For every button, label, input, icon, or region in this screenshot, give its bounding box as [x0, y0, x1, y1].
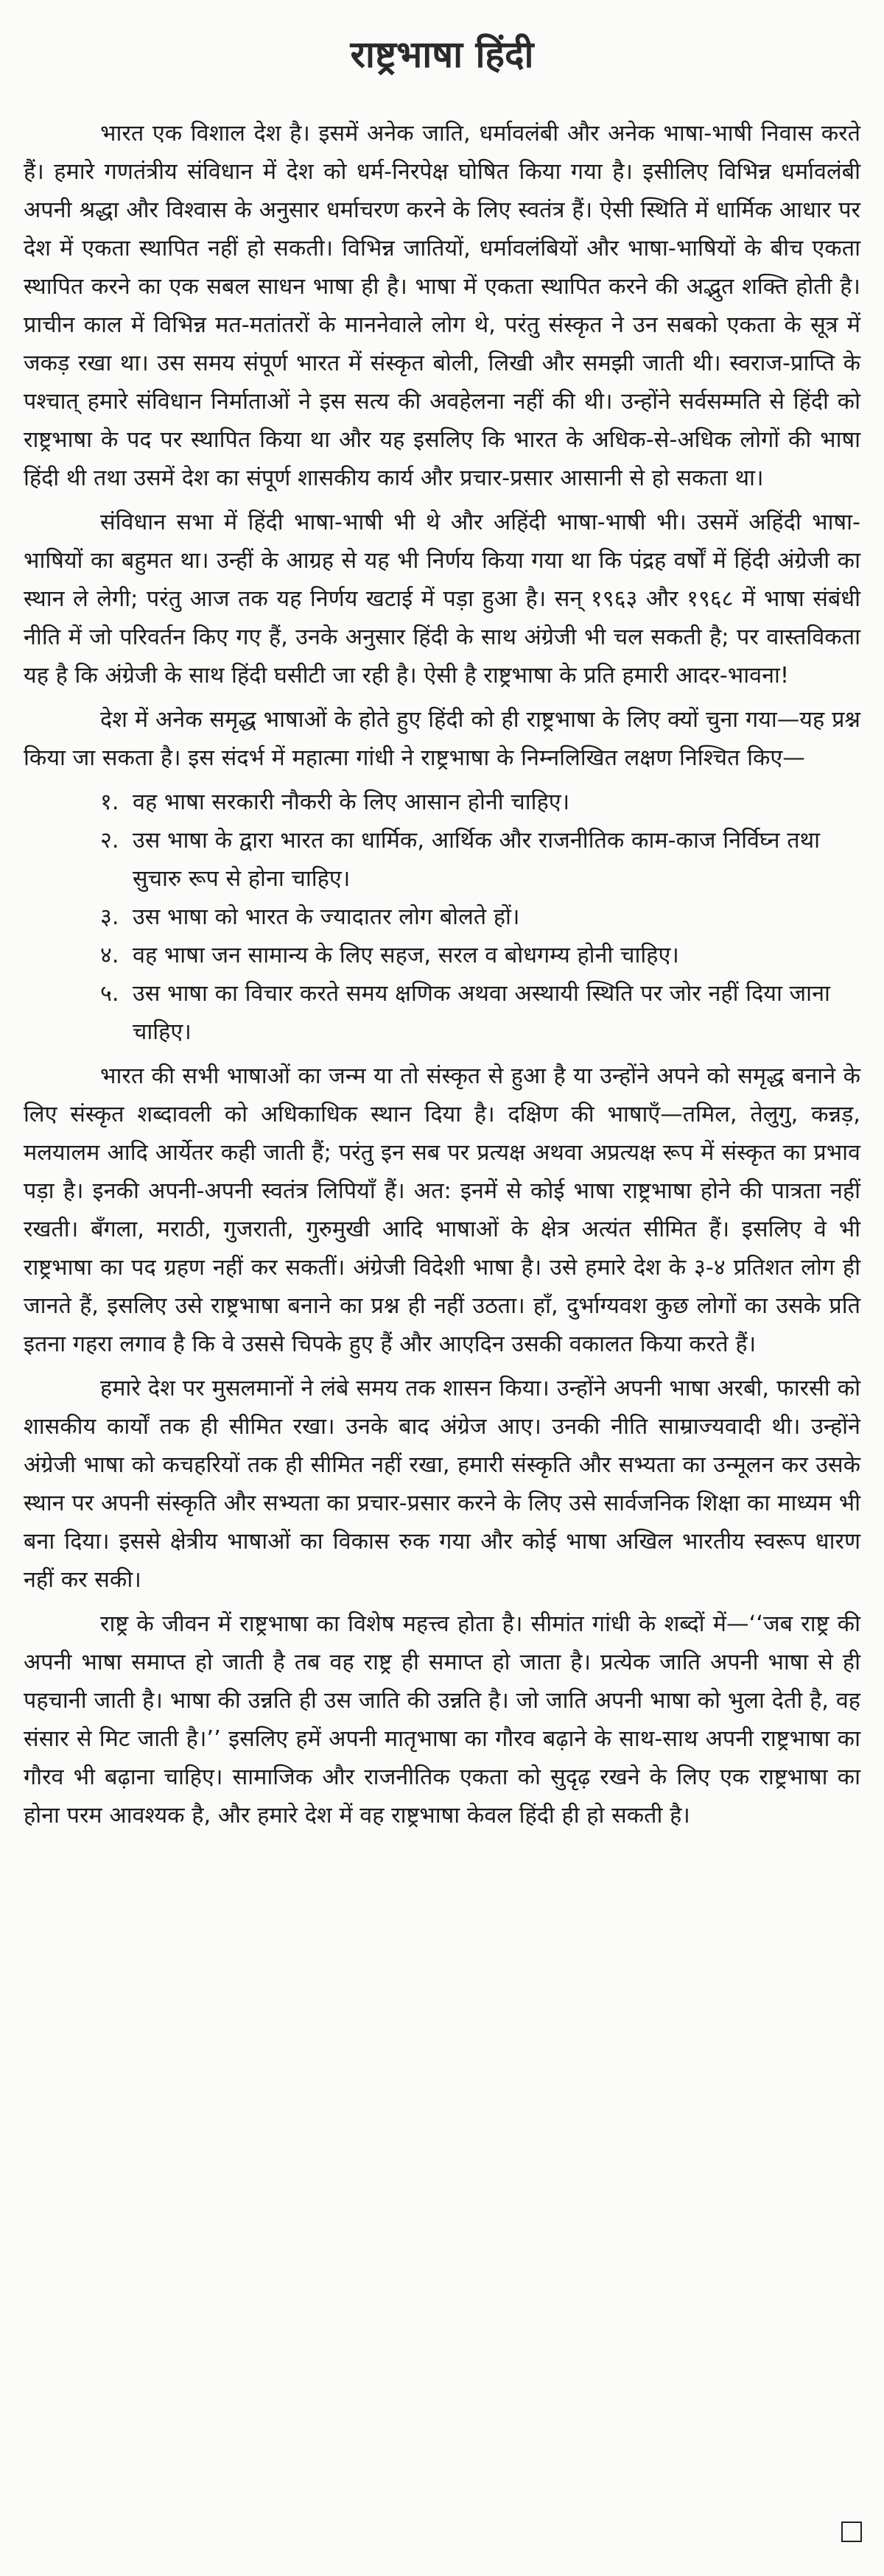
list-item-text: उस भाषा के द्वारा भारत का धार्मिक, आर्थिक और राजनीतिक काम-काज निर्विघ्न तथा सुचारु रूप से होना चाहिए।: [133, 828, 821, 892]
list-item-text: उस भाषा को भारत के ज्यादातर लोग बोलते हों।: [133, 904, 520, 930]
list-item: [24, 937, 860, 975]
list-item: [24, 784, 860, 822]
list-item: [24, 898, 860, 937]
list-item-text: उस भाषा का विचार करते समय क्षणिक अथवा अस्थायी स्थिति पर जोर नहीं दिया जाना चाहिए।: [133, 981, 830, 1045]
list-item-number: ३.: [100, 904, 119, 930]
list-item-text: वह भाषा सरकारी नौकरी के लिए आसान होनी चाहिए।: [133, 789, 570, 815]
list-item-text: वह भाषा जन सामान्य के लिए सहज, सरल व बोधगम्य होनी चाहिए।: [133, 943, 679, 968]
list-item: [24, 822, 860, 898]
list-item-number: ४.: [100, 943, 119, 968]
list-item: [24, 975, 860, 1052]
square-end-mark-icon: [841, 2522, 862, 2542]
list-item-number: ५.: [100, 981, 119, 1007]
paragraph-conclusion: राष्ट्र के जीवन में राष्ट्रभाषा का विशेष महत्त्व होता है। सीमांत गांधी के शब्दों में—‘‘जब राष्ट्र की अपनी भाषा समाप्त हो जाती है तब वह राष्ट्र ही समाप्त हो जाता है। प्रत्येक जाति अपनी भाषा से ही पहचानी जाती है। भाषा की उन्नति ही उस जाति की उन्नति है। जो जाति अपनी भाषा को भुला देती है, वह संसार से मिट जाती है।’’ इसलिए हमें अपनी मातृभाषा का गौरव बढ़ाने के साथ-साथ अपनी राष्ट्रभाषा का गौरव भी बढ़ाना चाहिए। सामाजिक और राजनीतिक एकता को सुदृढ़ रखने के लिए एक राष्ट्रभाषा का होना परम आवश्यक है, और हमारे देश में वह राष्ट्रभाषा केवल हिंदी ही हो सकती है।: [24, 1611, 860, 1829]
list-item-number: १.: [100, 789, 119, 815]
paragraph-constituent-assembly: संविधान सभा में हिंदी भाषा-भाषी भी थे और अहिंदी भाषा-भाषी भी। उसमें अहिंदी भाषा-भाषियों का बहुमत था। उन्हीं के आग्रह से यह भी निर्णय किया गया था कि पंद्रह वर्षों में हिंदी अंग्रेजी का स्थान ले लेगी; परंतु आज तक यह निर्णय खटाई में पड़ा हुआ है। सन् १९६३ और १९६८ में भाषा संबंधी नीति में जो परिवर्तन किए गए हैं, उनके अनुसार हिंदी के साथ अंग्रेजी भी चल सकती है; पर वास्तविकता यह है कि अंग्रेजी के साथ हिंदी घसीटी जा रही है। ऐसी है राष्ट्रभाषा के प्रति हमारी आदर-भावना!: [24, 510, 860, 689]
list-item-number: २.: [100, 828, 119, 854]
paragraph-history: हमारे देश पर मुसलमानों ने लंबे समय तक शासन किया। उन्होंने अपनी भाषा अरबी, फारसी को शासकीय कार्यों तक ही सीमित रखा। उनके बाद अंग्रेज आए। उनकी नीति साम्राज्यवादी थी। उन्होंने अंग्रेजी भाषा को कचहरियों तक ही सीमित नहीं रखा, हमारी संस्कृति और सभ्यता का उन्मूलन कर उसके स्थान पर अपनी संस्कृति और सभ्यता का प्रचार-प्रसार करने के लिए उसे सार्वजनिक शिक्षा का माध्यम भी बना दिया। इससे क्षेत्रीय भाषाओं का विकास रुक गया और कोई भाषा अखिल भारतीय स्वरूप धारण नहीं कर सकी।: [24, 1376, 860, 1593]
criteria-list: [24, 784, 860, 1052]
paragraph-sanskrit-influence: भारत की सभी भाषाओं का जन्म या तो संस्कृत से हुआ है या उन्होंने अपने को समृद्ध बनाने के लिए संस्कृत शब्दावली को अधिकाधिक स्थान दिया है। दक्षिण की भाषाएँ—तमिल, तेलुगु, कन्नड़, मलयालम आदि आर्येतर कही जाती हैं; परंतु इन सब पर प्रत्यक्ष अथवा अप्रत्यक्ष रूप में संस्कृत का प्रभाव पड़ा है। इनकी अपनी-अपनी स्वतंत्र लिपियाँ हैं। अत: इनमें से कोई भाषा राष्ट्रभाषा होने की पात्रता नहीं रखती। बँगला, मराठी, गुजराती, गुरुमुखी आदि भाषाओं के क्षेत्र अत्यंत सीमित हैं। इसलिए वे भी राष्ट्रभाषा का पद ग्रहण नहीं कर सकतीं। अंग्रेजी विदेशी भाषा है। उसे हमारे देश के ३-४ प्रतिशत लोग ही जानते हैं, इसलिए उसे राष्ट्रभाषा बनाने का प्रश्न ही नहीं उठता। हाँ, दुर्भाग्यवश कुछ लोगों का उसके प्रति इतना गहरा लगाव है कि वे उससे चिपके हुए हैं और आएदिन उसकी वकालत किया करते हैं।: [24, 1063, 860, 1357]
paragraph-intro: भारत एक विशाल देश है। इसमें अनेक जाति, धर्मावलंबी और अनेक भाषा-भाषी निवास करते हैं। हमारे गणतंत्रीय संविधान में देश को धर्म-निरपेक्ष घोषित किया गया है। इसीलिए विभिन्न धर्मावलंबी अपनी श्रद्धा और विश्वास के अनुसार धर्माचरण करने के लिए स्वतंत्र हैं। ऐसी स्थिति में धार्मिक आधार पर देश में एकता स्थापित नहीं हो सकती। विभिन्न जातियों, धर्मावलंबियों और भाषा-भाषियों के बीच एकता स्थापित करने का एक सबल साधन भाषा ही है। भाषा में एकता स्थापित करने की अद्भुत शक्ति होती है। प्राचीन काल में विभिन्न मत-मतांतरों के माननेवाले लोग थे, परंतु संस्कृत ने उन सबको एकता के सूत्र में जकड़ रखा था। उस समय संपूर्ण भारत में संस्कृत बोली, लिखी और समझी जाती थी। स्वराज-प्राप्ति के पश्चात् हमारे संविधान निर्माताओं ने इस सत्य की अवहेलना नहीं की थी। उन्होंने सर्वसम्मति से हिंदी को राष्ट्रभाषा के पद पर स्थापित किया था और यह इसलिए कि भारत के अधिक-से-अधिक लोगों की भाषा हिंदी थी तथा उसमें देश का संपूर्ण शासकीय कार्य और प्रचार-प्रसार आसानी से हो सकता था।: [24, 121, 860, 491]
paragraph-gandhi-criteria: देश में अनेक समृद्ध भाषाओं के होते हुए हिंदी को ही राष्ट्रभाषा के लिए क्यों चुना गया—यह प्रश्न किया जा सकता है। इस संदर्भ में महात्मा गांधी ने राष्ट्रभाषा के निम्नलिखित लक्षण निश्चित किए—: [24, 707, 860, 771]
page-title: राष्ट्रभाषा हिंदी: [350, 33, 534, 76]
